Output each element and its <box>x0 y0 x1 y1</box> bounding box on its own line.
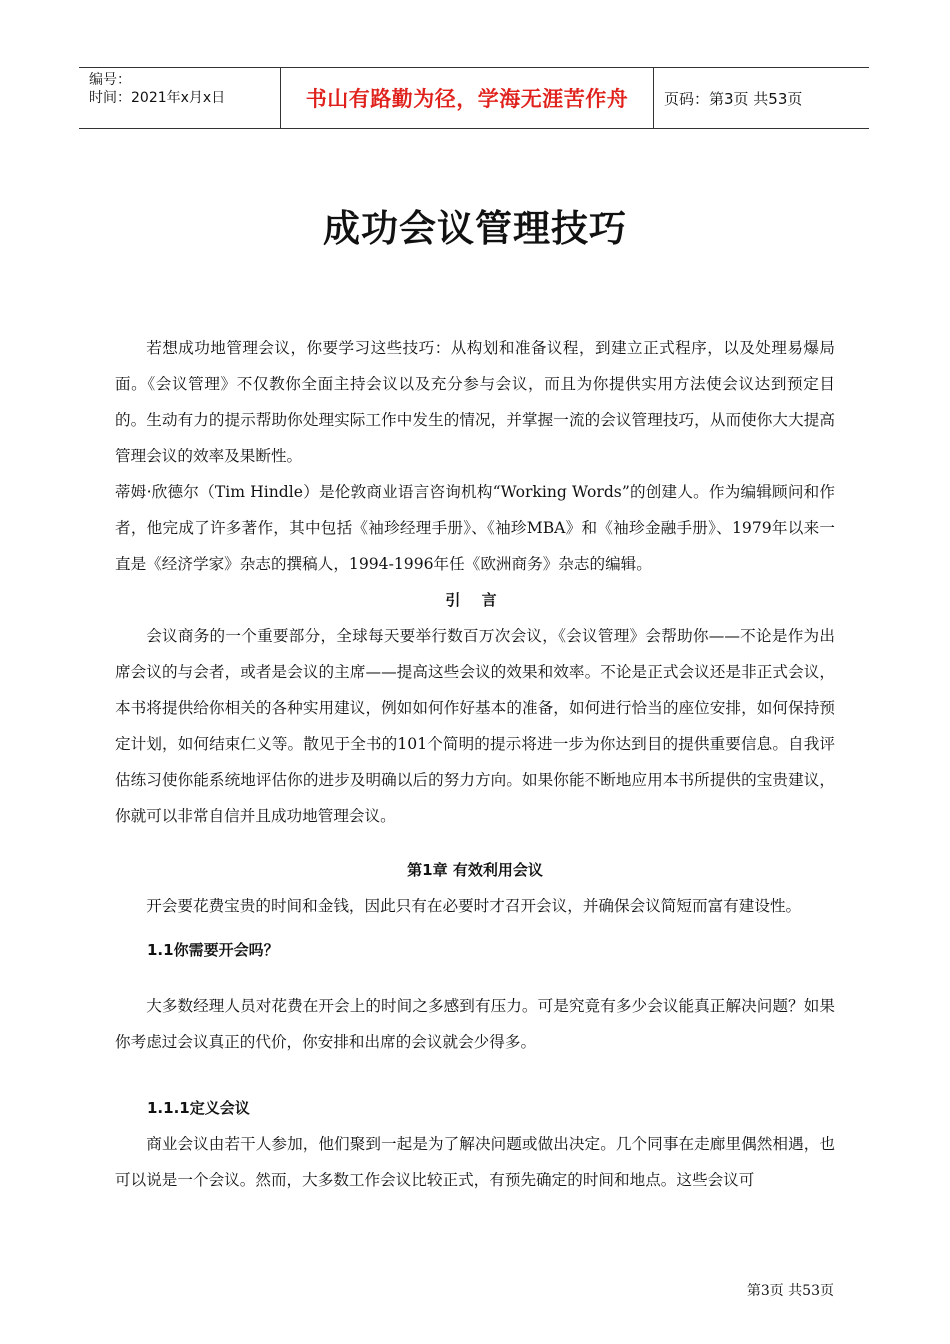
document-title: 成功会议管理技巧 <box>323 207 627 250</box>
section-1-1-heading: 1.1你需要开会吗？ <box>147 941 279 959</box>
header-page-info: 页码：第3页 共53页 <box>664 89 803 108</box>
header-page-cell <box>654 68 869 128</box>
section-1-1-paragraph: 大多数经理人员对花费在开会上的时间之多感到有压力。可是究竟有多少会议能真正解决问题？如果你考虑过会议真正的代价，你安排和出席的会议就会少得多。 <box>115 997 835 1051</box>
preface-paragraph: 会议商务的一个重要部分，全球每天要举行数百万次会议，《会议管理》会帮助你——不论是作为出席会议的与会者，或者是会议的主席——提高这些会议的效果和效率。不论是正式会议还是非正式会议，本书将提供给你相关的各种实用建议，例如如何作好基本的准备，如何进行恰当的座位安排，如何保持预定计划，如何结束仁义等。散见于全书的101个简明的提示将进一步为你达到目的提供重要信息。自我评估练习使你能系统地评估你的进步及明确以后的努力方向。如果你能不断地应用本书所提供的宝贵建议，你就可以非常自信并且成功地管理会议。 <box>115 627 835 825</box>
number-label: 编号： <box>89 72 131 88</box>
preface-heading: 引 言 <box>445 591 505 609</box>
section-1-1-1-paragraph: 商业会议由若干人参加，他们聚到一起是为了解决问题或做出决定。几个同事在走廊里偶然相遇，也可以说是一个会议。然而，大多数工作会议比较正式，有预先确定的时间和地点。这些会议可 <box>115 1135 835 1189</box>
header-motto: 书山有路勤为径，学海无涯苦作舟 <box>305 87 629 111</box>
document-header <box>79 67 869 129</box>
section-1-1-1-heading: 1.1.1定义会议 <box>147 1099 250 1117</box>
author-paragraph: 蒂姆·欣德尔（Tim Hindle）是伦敦商业语言咨询机构“Working Words”的创建人。作为编辑顾问和作者，他完成了许多著作，其中包括《袖珍经理手册》、《袖珍MBA》和《袖珍金融手册》、1979年以来一直是《经济学家》杂志的撰稿人，1994-1996年任《欧洲商务》杂志的编辑。 <box>115 483 835 573</box>
time-label: 时间：2021年x月x日 <box>89 90 226 106</box>
chapter-1-paragraph: 开会要花费宝贵的时间和金钱，因此只有在必要时才召开会议，并确保会议简短而富有建设性。 <box>146 897 802 915</box>
document-body <box>115 330 835 1198</box>
header-meta-cell <box>79 68 281 128</box>
chapter-1-heading: 第1章 有效利用会议 <box>407 861 543 879</box>
footer-page-info: 第3页 共53页 <box>746 1283 834 1299</box>
intro-paragraph: 若想成功地管理会议，你要学习这些技巧：从构划和准备议程，到建立正式程序，以及处理易爆局面。《会议管理》不仅教你全面主持会议以及充分参与会议，而且为你提供实用方法使会议达到预定目的。生动有力的提示帮助你处理实际工作中发生的情况，并掌握一流的会议管理技巧，从而使你大大提高管理会议的效率及果断性。 <box>115 339 835 465</box>
header-motto-cell <box>281 68 654 128</box>
